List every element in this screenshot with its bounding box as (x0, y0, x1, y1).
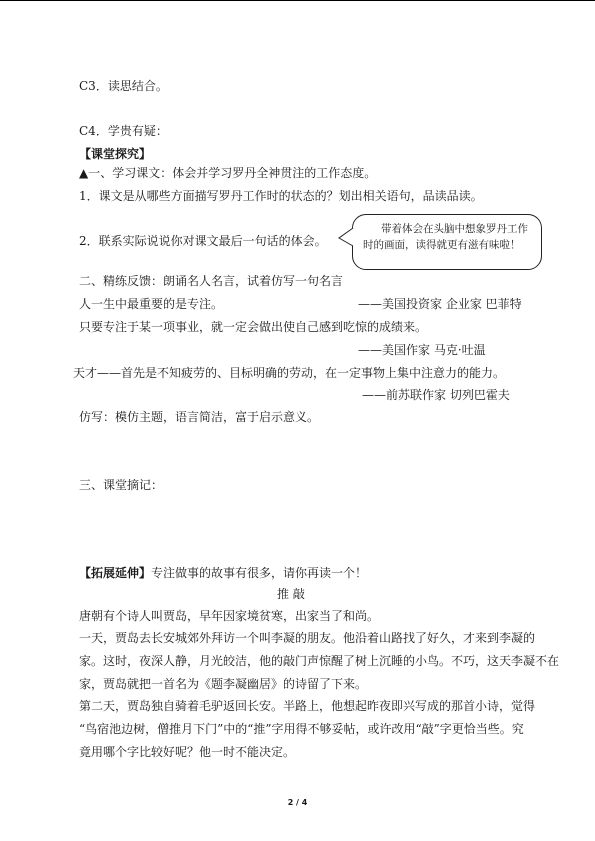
quote-3: 天才——首先是不知疲劳的、目标明确的劳动，在一定事物上集中注意力的能力。 (73, 366, 506, 380)
quote-1: 人一生中最重要的是专注。 (79, 297, 224, 311)
story-paragraph-2-line-1: 一天，贾岛去长安城郊外拜访一个叫李凝的朋友。他沿着山路找了好久，才来到李凝的 (79, 631, 536, 645)
extension-intro: 专注做事的故事有很多，请你再读一个！ (151, 566, 368, 580)
c4-line: C4．学贵有疑： (79, 124, 168, 138)
top-rule (0, 0, 595, 1)
quote-3-author: ——前苏联作家 切列巴霍夫 (362, 388, 510, 402)
story-paragraph-3-line-1: 第二天，贾岛独自骑着毛驴返回长安。半路上，他想起昨夜即兴写成的那首小诗，觉得 (79, 699, 536, 713)
quote-1-author: ——美国投资家 企业家 巴菲特 (358, 297, 522, 311)
story-paragraph-3-line-2: “鸟宿池边树，僧推月下门”中的“推”字用得不够妥帖，或许改用“敲”字更恰当些。究 (79, 722, 524, 736)
item-2-heading: 二、精练反馈：朗诵名人名言，试着仿写一句名言 (79, 274, 344, 288)
speech-bubble (352, 214, 542, 270)
item-1-heading: ▲一、学习课文：体会并学习罗丹全神贯注的工作态度。 (79, 166, 377, 180)
story-paragraph-2-line-3: 家，贾岛就把一首名为《题李凝幽居》的诗留了下来。 (79, 677, 368, 691)
section-title-ketang: 【课堂探究】 (79, 147, 152, 161)
page-number: 2 / 4 (287, 798, 308, 807)
quote-2: 只要专注于某一项事业，就一定会做出使自己感到吃惊的成绩来。 (79, 320, 428, 334)
c3-line: C3．读思结合。 (79, 79, 168, 93)
quote-2-author: ——美国作家 马克·吐温 (358, 343, 486, 357)
bubble-line-1: 带着体会在头脑中想象罗丹工作 (381, 223, 528, 235)
question-2: 2．联系实际说说你对课文最后一句话的体会。 (79, 234, 327, 248)
story-title: 推 敲 (277, 587, 305, 601)
extension-line (79, 566, 367, 580)
imitation-instruction: 仿写：模仿主题，语言简洁，富于启示意义。 (79, 410, 320, 424)
item-3-heading: 三、课堂摘记： (79, 478, 164, 492)
story-paragraph-3-line-3: 竟用哪个字比较好呢？他一时不能决定。 (79, 745, 296, 759)
story-paragraph-1: 唐朝有个诗人叫贾岛，早年因家境贫寒，出家当了和尚。 (79, 609, 380, 623)
bubble-line-2: 时的画面，读得就更有滋有味啦！ (363, 239, 521, 251)
story-paragraph-2-line-2: 家。这时，夜深人静，月光皎洁，他的敲门声惊醒了树上沉睡的小鸟。不巧，这天李凝不在 (79, 654, 560, 668)
section-title-tuozhan: 【拓展延伸】 (79, 566, 152, 580)
question-1: 1．课文是从哪些方面描写罗丹工作时的状态的？划出相关语句，品读品读。 (79, 189, 483, 203)
